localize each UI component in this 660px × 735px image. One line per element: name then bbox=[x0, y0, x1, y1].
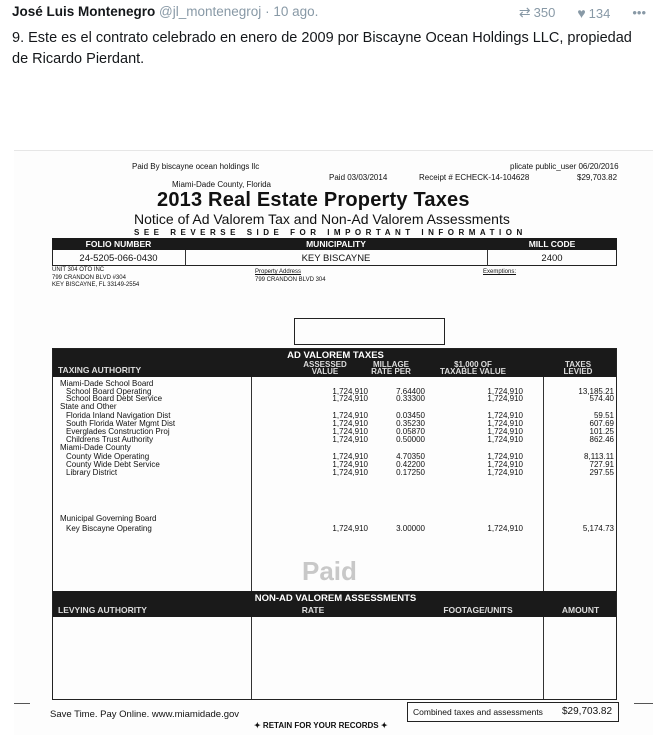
tweet-handle[interactable]: @jl_montenegroj bbox=[159, 4, 262, 19]
table-row: Key Biscayne Operating 1,724,910 3.00000 1,724,910 5,174.73 bbox=[66, 524, 614, 533]
retain-note: ✦ RETAIN FOR YOUR RECORDS ✦ bbox=[254, 721, 388, 730]
taxes-table bbox=[52, 348, 617, 700]
heart-icon: ♥ bbox=[577, 4, 586, 21]
folio-header: FOLIO NUMBER bbox=[52, 238, 185, 250]
tweet-author[interactable]: José Luis Montenegro bbox=[12, 4, 156, 19]
retweet-button[interactable] bbox=[519, 4, 555, 21]
tweet-date[interactable]: 10 ago. bbox=[273, 4, 319, 19]
taxes-levied-head: TAXES LEVIED bbox=[563, 360, 593, 376]
combined-amount: $29,703.82 bbox=[562, 706, 613, 717]
county: Miami-Dade County, Florida bbox=[172, 180, 271, 189]
owner-line: 799 CRANDON BLVD #304 bbox=[52, 274, 126, 281]
property-address-label: Property Address bbox=[255, 269, 302, 275]
top-amount: $29,703.82 bbox=[577, 173, 618, 182]
paid-stamp: Paid bbox=[302, 556, 357, 586]
municipality: KEY BISCAYNE bbox=[301, 253, 371, 264]
page-title: 2013 Real Estate Property Taxes bbox=[157, 189, 470, 211]
like-button[interactable] bbox=[577, 5, 610, 21]
millage-rate-head: MILLAGE RATE PER bbox=[371, 360, 411, 376]
table-row: South Florida Water Mgmt Dist 1,724,910 0.35230 1,724,910 607.69 bbox=[66, 419, 614, 428]
property-address: 799 CRANDON BLVD 304 bbox=[255, 277, 326, 283]
empty-box bbox=[294, 318, 445, 345]
footer-rule bbox=[634, 703, 653, 704]
table-row: Florida Inland Navigation Dist 1,724,910 0.03450 1,724,910 59.51 bbox=[66, 411, 614, 420]
table-row: Miami-Dade School Board bbox=[60, 379, 154, 388]
receipt-number: Receipt # ECHECK-14-104628 bbox=[419, 173, 530, 182]
exemptions-label: Exemptions: bbox=[483, 269, 517, 275]
taxable-value-head: $1,000 OF TAXABLE VALUE bbox=[440, 360, 506, 376]
tweet-actions bbox=[519, 4, 646, 21]
duplicate-note: plicate public_user 06/20/2016 bbox=[510, 162, 619, 171]
municipality-header: MUNICIPALITY bbox=[185, 238, 487, 250]
paid-date: Paid 03/03/2014 bbox=[329, 173, 388, 182]
owner-line: KEY BISCAYNE, FL 33149-2554 bbox=[52, 282, 140, 288]
table-row: Miami-Dade County bbox=[60, 443, 131, 452]
non-ad-valorem-title: NON-AD VALOREM ASSESSMENTS bbox=[254, 593, 417, 604]
table-row: School Board Operating 1,724,910 7.64400 1,724,910 13,185.21 bbox=[66, 386, 614, 396]
ad-valorem-title: AD VALOREM TAXES bbox=[287, 350, 384, 361]
amount-head: AMOUNT bbox=[561, 605, 600, 615]
table-row: County Wide Operating 1,724,910 4.70350 1,724,910 8,113.11 bbox=[66, 452, 614, 461]
footer-pay-online: Save Time. Pay Online. www.miamidade.gov bbox=[50, 709, 240, 720]
footage-head: FOOTAGE/UNITS bbox=[443, 605, 513, 615]
rate-head: RATE bbox=[301, 605, 325, 615]
levying-authority-head: LEVYING AUTHORITY bbox=[58, 605, 147, 615]
col-divider bbox=[543, 617, 544, 699]
table-row: County Wide Debt Service 1,724,910 0.42200 1,724,910 727.91 bbox=[66, 460, 614, 469]
col-divider bbox=[251, 617, 252, 699]
more-button[interactable]: ••• bbox=[632, 5, 646, 20]
mill-header: MILL CODE bbox=[487, 238, 617, 250]
tweet-separator: · bbox=[265, 4, 270, 19]
assessed-value-head: ASSESSED VALUE bbox=[303, 360, 347, 376]
reverse-note: SEE REVERSE SIDE FOR IMPORTANT INFORMATION bbox=[134, 228, 527, 237]
taxing-authority-head: TAXING AUTHORITY bbox=[58, 365, 142, 375]
like-count: 134 bbox=[588, 5, 611, 21]
table-row: Childrens Trust Authority 1,724,910 0.50000 1,724,910 862.46 bbox=[66, 435, 614, 444]
tax-bill-image[interactable] bbox=[14, 150, 653, 735]
table-row: State and Other bbox=[60, 402, 117, 411]
tweet-text: 9. Este es el contrato celebrado en enero de 2009 por Biscayne Ocean Holdings LLC, propiedad de Ricardo Pierdant. bbox=[12, 30, 632, 67]
combined-label: Combined taxes and assessments bbox=[413, 707, 543, 717]
paid-by: Paid By biscayne ocean holdings llc bbox=[132, 162, 260, 171]
footer-rule bbox=[14, 703, 30, 704]
retweet-icon: ⇄ bbox=[518, 4, 531, 20]
mill-code: 2400 bbox=[541, 253, 563, 264]
table-row: Library District 1,724,910 0.17250 1,724,910 297.55 bbox=[66, 468, 614, 477]
notice-subtitle: Notice of Ad Valorem Tax and Non-Ad Valorem Assessments bbox=[134, 211, 510, 227]
folio-number: 24-5205-066-0430 bbox=[79, 253, 158, 264]
table-row: School Board Debt Service 1,724,910 0.33300 1,724,910 574.40 bbox=[66, 394, 614, 403]
table-row: Everglades Construction Proj 1,724,910 0.05870 1,724,910 101.25 bbox=[66, 427, 614, 436]
owner-line: UNIT 304 OTO INC bbox=[52, 267, 105, 273]
retweet-count: 350 bbox=[533, 5, 556, 20]
table-row: Municipal Governing Board bbox=[60, 514, 157, 523]
